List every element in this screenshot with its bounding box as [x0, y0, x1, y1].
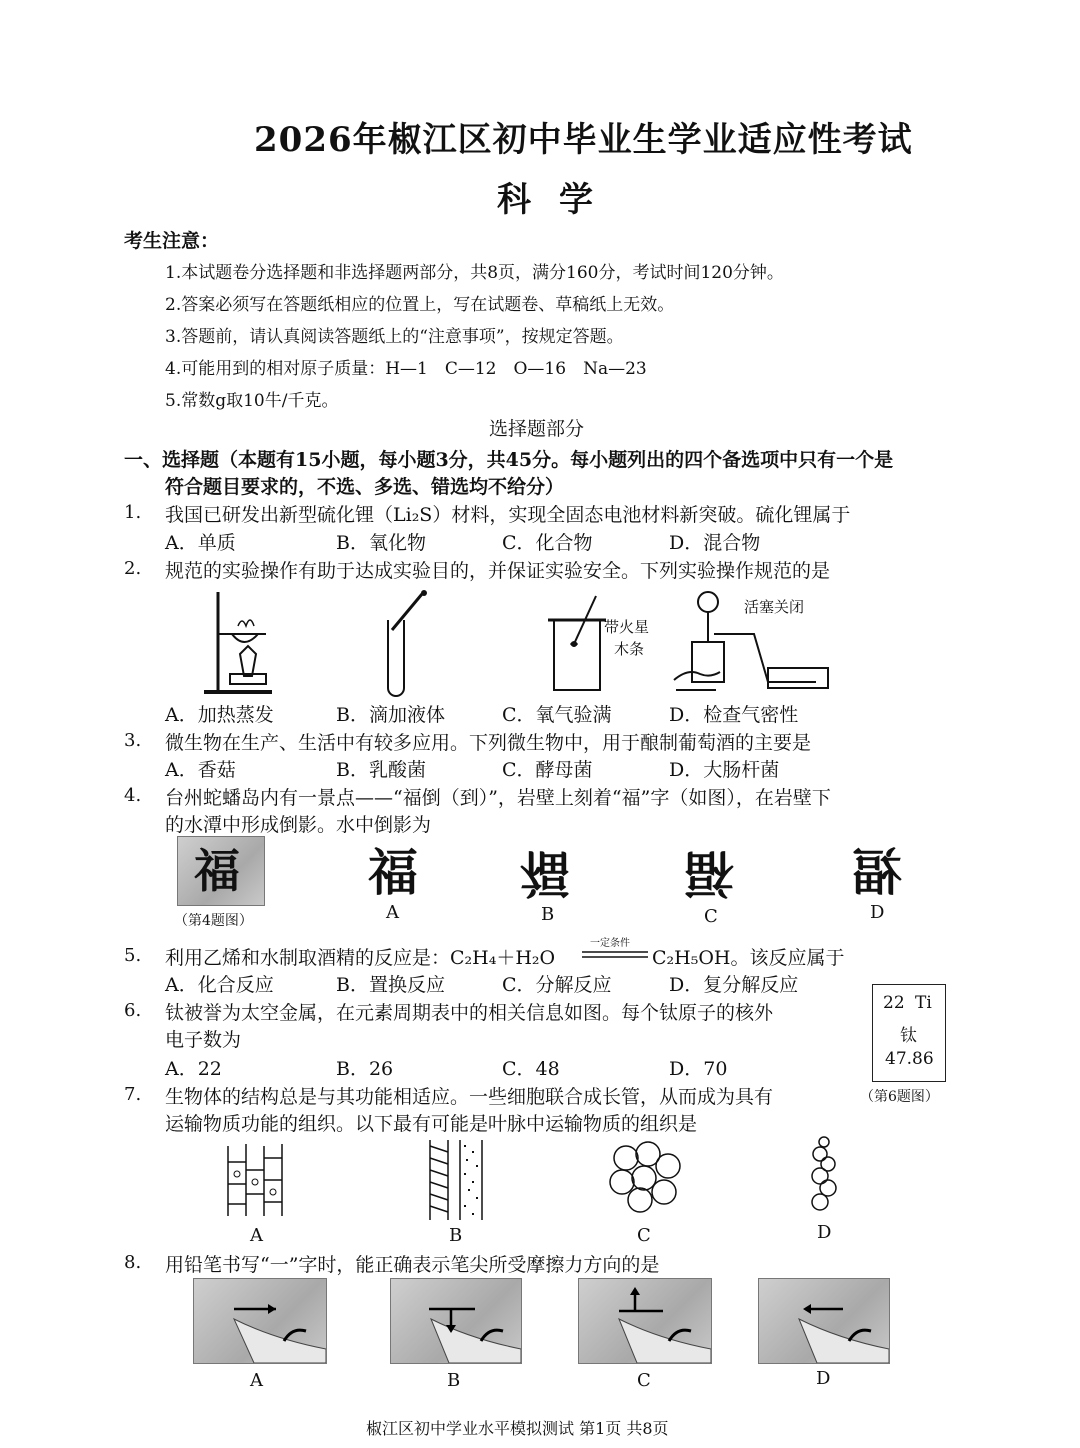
q3-option-c: C．酵母菌: [502, 759, 593, 781]
section-title: 选择题部分: [489, 418, 585, 440]
q2-option-b: B．滴加液体: [336, 704, 445, 726]
question-6-stem-cont: 电子数为: [165, 1029, 242, 1051]
question-number: 7.: [124, 1084, 142, 1105]
oxygen-test-figure: [540, 590, 610, 694]
tissue-figure-d: [806, 1134, 842, 1218]
q3-option-d: D．大肠杆菌: [669, 759, 780, 781]
option-label: B: [447, 1370, 461, 1391]
q6-option-d: D．70: [669, 1058, 728, 1080]
fu-character: 福: [194, 844, 240, 898]
question-4-stem-cont: 的水潭中形成倒影。水中倒影为: [165, 814, 432, 836]
option-label: A: [250, 1370, 263, 1391]
pencil-photo-d: [758, 1278, 890, 1364]
question-number: 1.: [124, 502, 142, 523]
exam-title: 2026年椒江区初中毕业生学业适应性考试: [254, 120, 913, 160]
figure-caption: （第6题图）: [860, 1089, 939, 1105]
question-3-stem: 微生物在生产、生活中有较多应用。下列微生物中，用于酿制葡萄酒的主要是: [165, 732, 812, 754]
q2-option-a: A．加热蒸发: [165, 704, 274, 726]
notice-heading: 考生注意：: [124, 230, 220, 252]
q1-option-a: A．单质: [165, 532, 236, 554]
q5-option-d: D．复分解反应: [669, 974, 799, 996]
pencil-tip-arrow-right: [194, 1279, 326, 1363]
q6-option-a: A．22: [165, 1058, 222, 1080]
q2-option-d: D．检查气密性: [669, 704, 799, 726]
notice-item: 1.本试题卷分选择题和非选择题两部分，共8页，满分160分，考试时间120分钟。: [165, 263, 784, 283]
q6-option-b: B．26: [336, 1058, 394, 1080]
option-label: D: [816, 1368, 831, 1389]
pencil-photo-b: [390, 1278, 522, 1364]
option-label: A: [250, 1225, 263, 1246]
part-one-instructions-cont: 符合题目要求的，不选、多选、错选均不给分）: [165, 476, 565, 498]
question-5-stem-cont: C₂H₅OH。该反应属于: [652, 947, 845, 969]
q5-option-b: B．置换反应: [336, 974, 445, 996]
question-number: 5.: [124, 945, 142, 966]
question-2-stem: 规范的实验操作有助于达成实验目的，并保证实验安全。下列实验操作规范的是: [165, 560, 831, 582]
tissue-figure-a: [222, 1140, 292, 1222]
q4-option-d-glyph: 福: [852, 843, 902, 902]
q4-option-c-glyph: 福: [684, 844, 734, 903]
pencil-tip-arrow-left: [759, 1279, 889, 1363]
q1-option-c: C．化合物: [502, 532, 593, 554]
question-6-stem: 钛被誉为太空金属，在元素周期表中的相关信息如图。每个钛原子的核外: [165, 1002, 774, 1024]
option-label: B: [541, 904, 555, 925]
option-label: C: [637, 1370, 651, 1391]
dropping-liquid-figure: [378, 590, 438, 698]
question-number: 6.: [124, 1000, 142, 1021]
q3-option-a: A．香菇: [165, 759, 236, 781]
figure-label: 带火星: [604, 618, 650, 636]
figure-label: 木条: [614, 640, 645, 658]
atomic-number: 22: [883, 993, 905, 1013]
tissue-figure-c: [606, 1140, 686, 1214]
q5-option-c: C．分解反应: [502, 974, 612, 996]
notice-item: 3.答题前，请认真阅读答题纸上的“注意事项”，按规定答题。: [165, 327, 624, 347]
question-7-stem: 生物体的结构总是与其功能相适应。一些细胞联合成长管，从而成为具有: [165, 1086, 774, 1108]
tissue-figure-b: [424, 1136, 488, 1222]
q4-option-b-glyph: 福: [520, 844, 570, 903]
element-symbol: Ti: [915, 993, 932, 1013]
question-number: 3.: [124, 730, 142, 751]
question-number: 4.: [124, 785, 142, 806]
part-one-instructions: 一、选择题（本题有15小题，每小题3分，共45分。每小题列出的四个备选项中只有一个是: [124, 449, 894, 471]
subject-title: 科学: [497, 180, 621, 220]
option-label: D: [870, 902, 885, 923]
pencil-tip-arrow-down: [391, 1279, 521, 1363]
notice-item: 5.常数g取10牛/千克。: [165, 391, 339, 411]
q1-option-d: D．混合物: [669, 532, 761, 554]
reaction-condition: 一定条件: [590, 938, 630, 949]
q3-option-b: B．乳酸菌: [336, 759, 426, 781]
question-1-stem: 我国已研发出新型硫化锂（Li₂S）材料，实现全固态电池材料新突破。硫化锂属于: [165, 504, 851, 526]
q1-option-b: B．氧化物: [336, 532, 426, 554]
option-label: C: [704, 906, 718, 927]
notice-item: 4.可能用到的相对原子质量：H—1 C—12 O—16 Na—23: [165, 359, 647, 379]
q2-option-c: C．氧气验满: [502, 704, 612, 726]
pencil-photo-a: [193, 1278, 327, 1364]
question-number: 2.: [124, 558, 142, 579]
q4-option-a-glyph: 福: [368, 843, 418, 902]
question-7-stem-cont: 运输物质功能的组织。以下最有可能是叶脉中运输物质的组织是: [165, 1113, 698, 1135]
question-8-stem: 用铅笔书写“一”字时，能正确表示笔尖所受摩擦力方向的是: [165, 1254, 660, 1276]
atomic-mass: 47.86: [885, 1049, 934, 1069]
notice-item: 2.答案必须写在答题纸相应的位置上，写在试题卷、草稿纸上无效。: [165, 295, 675, 315]
pencil-photo-c: [578, 1278, 712, 1364]
figure-caption: （第4题图）: [174, 913, 253, 929]
reaction-equals-sign: [580, 950, 650, 960]
q6-option-c: C．48: [502, 1058, 560, 1080]
question-5-stem: 利用乙烯和水制取酒精的反应是：C₂H₄＋H₂O: [165, 947, 556, 969]
question-4-stem: 台州蛇蟠岛内有一景点——“福倒（到）”，岩壁上刻着“福”字（如图），在岩壁下: [165, 787, 831, 809]
option-label: D: [817, 1222, 832, 1243]
page-footer: 椒江区初中学业水平模拟测试 第1页 共8页: [366, 1419, 669, 1438]
heating-evaporation-figure: [200, 588, 280, 696]
option-label: C: [637, 1225, 651, 1246]
titanium-element-card: [872, 984, 946, 1082]
pencil-tip-arrow-up: [579, 1279, 711, 1363]
question-number: 8.: [124, 1252, 142, 1273]
element-name: 钛: [900, 1026, 917, 1046]
figure-label: 活塞关闭: [744, 598, 805, 616]
rock-carving-photo: [177, 836, 265, 906]
option-label: A: [386, 902, 399, 923]
option-label: B: [449, 1225, 463, 1246]
q5-option-a: A．化合反应: [165, 974, 274, 996]
